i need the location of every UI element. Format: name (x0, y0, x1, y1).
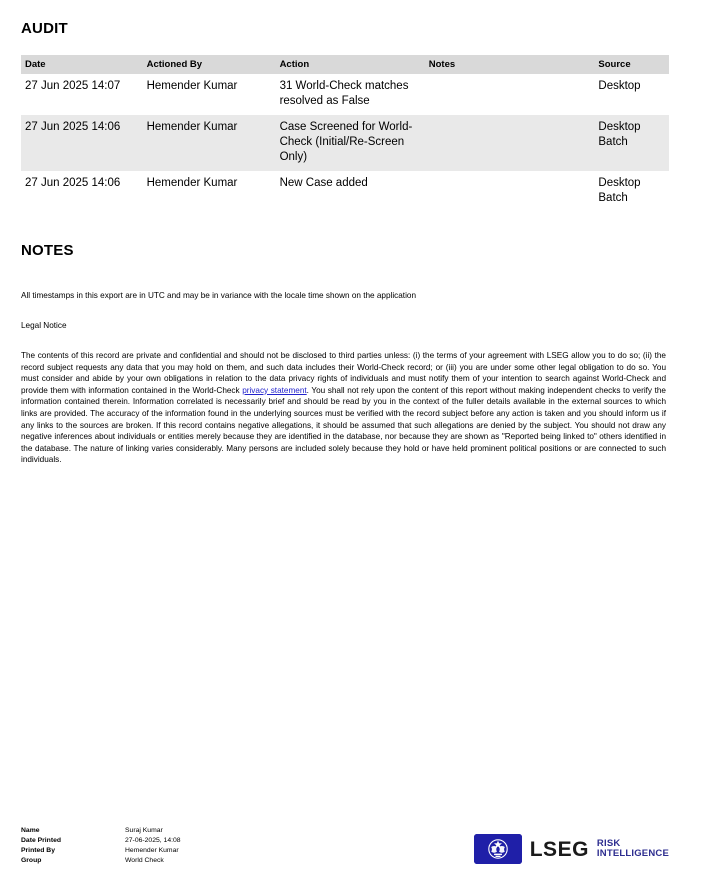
footer-row-printed-by (21, 846, 181, 856)
footer-value-printed-by: Hemender Kumar (125, 847, 179, 854)
utc-disclaimer: All timestamps in this export are in UTC and may be in variance with the locale time shown on the application (21, 291, 417, 300)
table-header-row (21, 55, 669, 74)
cell-actioned-by: Hemender Kumar (143, 115, 276, 171)
footer-label-date-printed: Date Printed (21, 837, 62, 844)
lseg-tagline-line2: INTELLIGENCE (596, 848, 669, 859)
legal-notice-heading: Legal Notice (21, 321, 67, 330)
cell-date: 27 Jun 2025 14:06 (25, 177, 121, 189)
footer-value-name: Suraj Kumar (125, 827, 163, 834)
cell-actioned-by: Hemender Kumar (146, 80, 238, 92)
footer-value-group: World Check (125, 857, 164, 864)
footer-row-name (21, 826, 181, 836)
column-header-actioned-by: Actioned By (143, 55, 276, 74)
column-header-date: Date (21, 55, 143, 74)
cell-source: Desktop Batch (598, 177, 641, 204)
column-header-source: Source (594, 55, 669, 74)
footer-label-name: Name (21, 827, 40, 834)
lseg-crest-icon (474, 834, 522, 864)
notes-body (21, 290, 671, 466)
footer-label-printed-by: Printed By (21, 847, 55, 854)
cell-source: Desktop Batch (594, 115, 669, 171)
footer-label-group: Group (21, 857, 42, 864)
lseg-wordmark: LSEG (529, 837, 589, 861)
cell-date: 27 Jun 2025 14:06 (21, 115, 143, 171)
cell-actioned-by: Hemender Kumar (146, 177, 238, 189)
cell-action: Case Screened for World-Check (Initial/Re-Screen Only) (276, 115, 425, 171)
table-row (21, 74, 669, 115)
notes-section-title: NOTES (21, 242, 74, 259)
cell-action: 31 World-Check matches resolved as False (279, 80, 409, 107)
audit-table (21, 55, 669, 212)
document-footer (21, 826, 669, 866)
cell-notes (425, 115, 595, 171)
cell-source: Desktop (598, 80, 641, 92)
table-row (21, 115, 669, 171)
lseg-tagline (597, 839, 669, 859)
cell-action: New Case added (279, 177, 368, 189)
table-row (21, 171, 669, 212)
column-header-notes: Notes (425, 55, 595, 74)
legal-text-part2: . You shall not rely upon the content of this report without making independent checks to verify the information contained therein. Information correlated is necessarily brief and should be read by you in the context of the fuller details available in the external sources to which links are provided. The accuracy of the information found in the underlying sources must be verified with the record subject before any action is taken and you should inform us if any links to the sources are broken. If this record contains negative allegations, it should be assumed that such allegations are denied by the subject. You should not draw any negative inferences about individuals or entities merely because they are identified in the database, nor because they are shown as "Reported being linked to" others identified in the database. The nature of linking varies considerably. Many persons are included solely because they hold or have held prominent political positions or are connected to such individuals. (21, 385, 666, 465)
footer-row-group (21, 856, 181, 866)
footer-metadata (21, 826, 181, 866)
privacy-statement-link[interactable]: privacy statement (242, 385, 307, 395)
cell-notes (425, 171, 595, 212)
cell-notes (425, 74, 595, 115)
lseg-logo (474, 834, 669, 864)
lseg-tagline-line1: RISK (596, 838, 621, 849)
audit-section-title: AUDIT (21, 20, 68, 37)
cell-date: 27 Jun 2025 14:07 (25, 80, 121, 92)
footer-value-date-printed: 27-06-2025, 14:08 (125, 837, 181, 844)
column-header-action: Action (276, 55, 425, 74)
footer-row-date-printed (21, 836, 181, 846)
legal-notice-text (21, 350, 666, 466)
legal-text-part1: The contents of this record are private and confidential and should not be disclosed to third parties unless: (i) the terms of your agreement with LSEG allow you to do so; (ii) the record subject requests any data that you may hold on them, and such data includes their World-Check record; or (iii) you are under some other legal obligation to do so. You must consider and abide by your own obligations in relation to the data privacy rights of individuals and must notify them of your intention to search against World-Check and provide them with information contained in the World-Check (21, 351, 666, 395)
